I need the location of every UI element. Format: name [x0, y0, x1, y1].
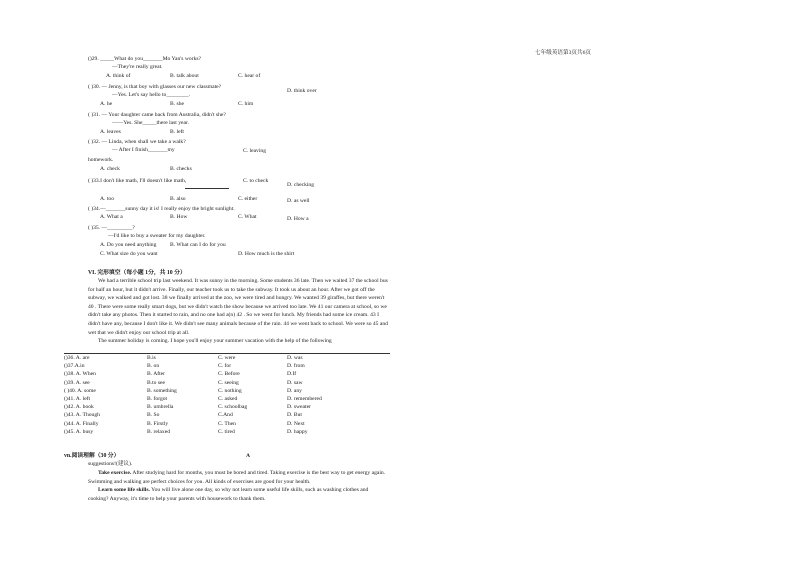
reading-intro: suggestions!(建议). [88, 461, 133, 467]
question-29: ()29. _____What do you_______Mo Yan's works? [88, 56, 202, 62]
cloze-option-44-d: D. Next [287, 420, 305, 427]
cloze-option-41-n: ()41. A. left [64, 396, 91, 402]
cloze-option-39-d: D. saw [287, 379, 303, 386]
question-33-option-d: D. as well [287, 198, 310, 204]
cloze-divider [64, 353, 390, 354]
question-34-option-d: D. How a [287, 216, 309, 222]
reading-title: vn.阅读理解（30 分） [64, 453, 120, 459]
reading-p1-text: After studying hard for months, you must be bored and tired. Taking exercise is the best way to get energy again. Swimming and walking are perfect choices for you. All kinds of exercises are good for your health. [88, 470, 386, 485]
cloze-option-45-d: D. happy [287, 428, 308, 435]
question-32-option: B. checks [170, 166, 192, 172]
q32-homework: homework. [88, 157, 114, 163]
cloze-option-40-d: D. any [287, 387, 302, 394]
cloze-option-42-n: ()42. A. book [64, 404, 94, 411]
cloze-option-39-n: ()39. A. see [64, 379, 90, 386]
cloze-option-43-d: D. But [287, 412, 302, 419]
reading-p2-text: You will live alone one day, so why not learn some useful life skills, such as washing clothes and cooking? Anyway, it's time to help your parents with housework to thank them. [88, 487, 369, 502]
reading-p2-heading: Learn some life skills. [98, 487, 150, 494]
cloze-option-37-n: ()37.A.in [64, 363, 85, 370]
cloze-option-39-b: B.to see [147, 379, 166, 386]
question-35-dialogue: —I'd like to buy a sweater for my daughter. [108, 233, 206, 239]
question-34-option: A. What a [100, 214, 123, 220]
cloze-option-43-b: B. So [147, 412, 160, 419]
cloze-option-44-c: C. Then [218, 420, 236, 427]
reading-paragraph-2 [88, 486, 390, 503]
cloze-passage-paragraph: We had a terrible school trip last weekend. It was sunny in the morning. Some students 36 late. Then we waited 37 the school bus for half an hour, but it didn't arrive. Finally, our teacher took us to take the subway. It took us about an hour. After we got off the subway, we walked and got lost. 38 we finally arrived at the zoo, we were tired and hungry. We wanted 39 giraffes, but there weren't 40 . There were some really smart dogs, but we didn't watch the show because we arrived too late. We 41 our camera at school, so we didn't take any photos. Then it started to rain, and no one had a(n) 42 . So we went for lunch. My friends had some ice cream. 43 I didn't have any, because I don't like it. We didn't see many animals because of the rain. 44 we went back to school. We were so 45 and wet that we didn't enjoy our school trip at all. [88, 278, 388, 336]
cloze-option-43-c: C.And [218, 412, 233, 419]
question-29-option: C. hear of [238, 73, 261, 79]
question-35: ( )35. —_________? [88, 225, 135, 231]
cloze-option-37-c: C. for [218, 363, 232, 370]
cloze-option-40-n: ( )40. A. some [64, 387, 96, 394]
question-32: ( )32. — Linda, when shall we take a walk? [88, 139, 186, 145]
question-33-option: A. too [100, 196, 114, 202]
cloze-option-41-b: B. forgot [147, 396, 168, 402]
question-31: ( )31. — Your daughter came back from Australia, didn't she? [88, 112, 226, 118]
cloze-passage-paragraph-2: The summer holiday is coming. I hope you'll enjoy your summer vacation with the help of the following [98, 338, 332, 345]
question-34-option: B. How [170, 214, 188, 220]
cloze-passage [88, 277, 390, 346]
question-30-dialogue: —Yes. Let's say hello to________. [112, 92, 191, 98]
cloze-option-42-d: D. sweater [287, 404, 311, 411]
question-30-option: B. she [170, 101, 184, 107]
question-30-option-d: D. think over [287, 88, 317, 94]
cloze-option-36-d: D. was [287, 355, 303, 361]
reading-paragraph-1 [88, 469, 390, 486]
question-35-option: A. Do you need anything [100, 242, 157, 248]
q33-blank-line [185, 188, 229, 189]
question-34-option: C. What [238, 214, 257, 220]
question-34: ( )34.—_______sunny day it is! I really enjoy the bright sunlight. [88, 206, 235, 212]
cloze-option-42-b: B. umbrella [147, 404, 174, 411]
q35-option-c: C. What size do you want [100, 251, 158, 257]
cloze-option-37-d: D. from [287, 363, 305, 370]
cloze-option-44-b: B. Firstly [147, 420, 169, 427]
question-29-dialogue: —They're really great. [112, 64, 163, 70]
question-29-option: A. think of [106, 73, 131, 79]
cloze-option-44-n: ()44. A. Finally [64, 420, 99, 427]
page-header: 七年级英语第3页共6页 [535, 50, 591, 56]
cloze-option-40-b: B. something [147, 387, 177, 394]
question-31-dialogue: ——Yes. She_____there last year. [112, 120, 189, 126]
cloze-option-45-b: B. relaxed [147, 428, 170, 435]
cloze-option-36-c: C. were [218, 355, 236, 361]
reading-section-label: A [246, 453, 251, 459]
question-30-option: A. he [100, 101, 113, 107]
cloze-option-38-b: B. After [147, 371, 166, 378]
cloze-option-38-n: ()38. A. When [64, 371, 96, 378]
cloze-option-38-d: D.If [287, 371, 297, 378]
cloze-option-37-b: B. on [147, 363, 160, 370]
cloze-option-36-b: B.is [147, 355, 156, 361]
reading-passage [88, 469, 390, 503]
question-29-option: B. talk about [170, 73, 199, 79]
question-33-option: B. also [170, 196, 186, 202]
q32-option-c: C. leaving [243, 148, 266, 154]
question-33-option: C. either [238, 196, 258, 202]
question-31-option: A. leaves [100, 129, 121, 135]
reading-p1-heading: Take exercise. [98, 470, 132, 476]
q35-option-d: D. How much is the shirt [238, 251, 295, 257]
question-35-option: B. What can I do for you [170, 242, 226, 248]
cloze-option-36-n: ()36. A. are [64, 355, 90, 361]
cloze-option-41-d: D. remembered [287, 396, 322, 402]
question-31-option: B. left [170, 129, 184, 135]
cloze-option-45-n: ()45. A. busy [64, 428, 94, 435]
question-30: ( )30. — Jenny, is that boy with glasses our new classmate? [88, 84, 222, 90]
cloze-option-43-n: ()43. A. Though [64, 412, 100, 419]
cloze-option-39-c: C. seeing [218, 379, 239, 386]
cloze-title: VI. 完形填空（每小题 1分，共 10 分） [88, 270, 186, 276]
cloze-option-38-c: C. Before [218, 371, 240, 378]
question-33-option-d: D. checking [287, 182, 315, 188]
question-33: ( )33.I don't like math, I'll doesn't like math, [88, 178, 187, 184]
question-30-option: C. him [238, 101, 254, 107]
cloze-option-42-c: C. schoolbag [218, 404, 248, 411]
cloze-option-40-c: C. nothing [218, 387, 242, 394]
question-32-dialogue: — After I finish_______my [112, 147, 175, 153]
question-32-option: A. check [100, 166, 120, 172]
cloze-option-41-c: C. asked [218, 396, 238, 402]
cloze-option-45-c: C. tired [218, 428, 235, 435]
q33-option-c: C. to check [243, 178, 269, 184]
